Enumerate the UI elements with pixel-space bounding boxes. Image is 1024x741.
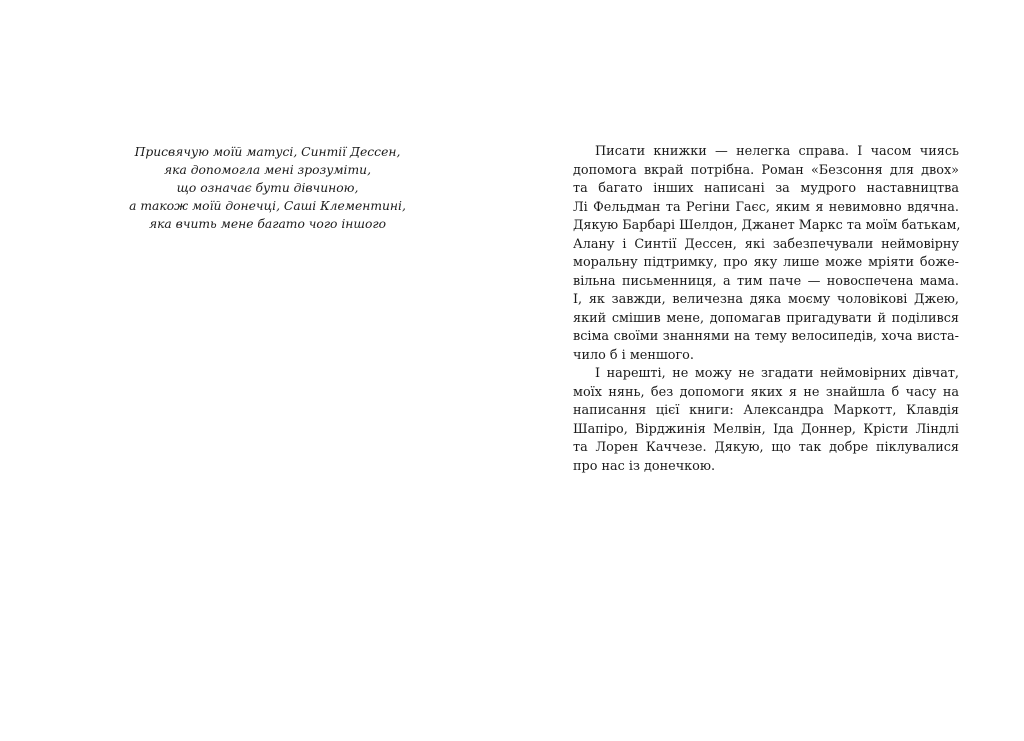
text-line: вільна письменниця, а тим паче — новоспечена мама. bbox=[573, 273, 959, 289]
text-line: Алану і Синтії Дессен, які забезпечували неймовірну bbox=[573, 236, 959, 252]
text-line: Шапіро, Вірджинія Мелвін, Іда Доннер, Крісти Ліндлі bbox=[573, 421, 959, 437]
text-line: Писати книжки — нелегка справа. І часом чиясь bbox=[595, 144, 959, 159]
text-line: І, як завжди, величезна дяка моєму чоловікові Джею, bbox=[573, 292, 959, 307]
text-line: чило б і меншого. bbox=[573, 347, 694, 363]
acknowledgments-page bbox=[573, 143, 959, 476]
dedication-line: що означає бути дівчиною, bbox=[176, 181, 359, 195]
text-line: І нарешті, не можу не згадати неймовірних дівчат, bbox=[595, 366, 959, 381]
text-line: та Лорен Каччезе. Дякую, що так добре піклувалися bbox=[573, 440, 959, 455]
text-line: моральну підтримку, про яку лише може мріяти боже- bbox=[573, 255, 959, 270]
text-line: допомога вкрай потрібна. Роман «Безсоння для двох» bbox=[573, 162, 959, 178]
dedication-text bbox=[100, 143, 435, 233]
text-line: моїх нянь, без допомоги яких я не знайшла б часу на bbox=[573, 384, 959, 400]
dedication-line: яка вчить мене багато чого іншого bbox=[148, 217, 387, 231]
dedication-line: яка допомогла мені зрозуміти, bbox=[164, 163, 371, 177]
text-line: Дякую Барбарі Шелдон, Джанет Маркс та моїм батькам, bbox=[573, 218, 961, 233]
text-line: Лі Фельдман та Регіни Гаєс, яким я невимовно вдячна. bbox=[573, 199, 959, 215]
dedication-line: а також моїй донечці, Саші Клементині, bbox=[129, 199, 406, 213]
dedication-line: Присвячую моїй матусі, Синтії Дессен, bbox=[134, 145, 401, 159]
acknowledgments-paragraph-2 bbox=[573, 365, 959, 476]
dedication-page bbox=[100, 143, 435, 233]
text-line: та багато інших написані за мудрого наставництва bbox=[573, 181, 959, 196]
text-line: написання цієї книги: Александра Маркотт, Клавдія bbox=[573, 403, 959, 418]
acknowledgments-paragraph-1 bbox=[573, 143, 959, 365]
text-line: всіма своїми знаннями на тему велосипедів, хоча виста- bbox=[573, 329, 959, 344]
text-line: який смішив мене, допомагав пригадувати й поділився bbox=[573, 310, 959, 326]
text-line: про нас із донечкою. bbox=[573, 458, 716, 474]
